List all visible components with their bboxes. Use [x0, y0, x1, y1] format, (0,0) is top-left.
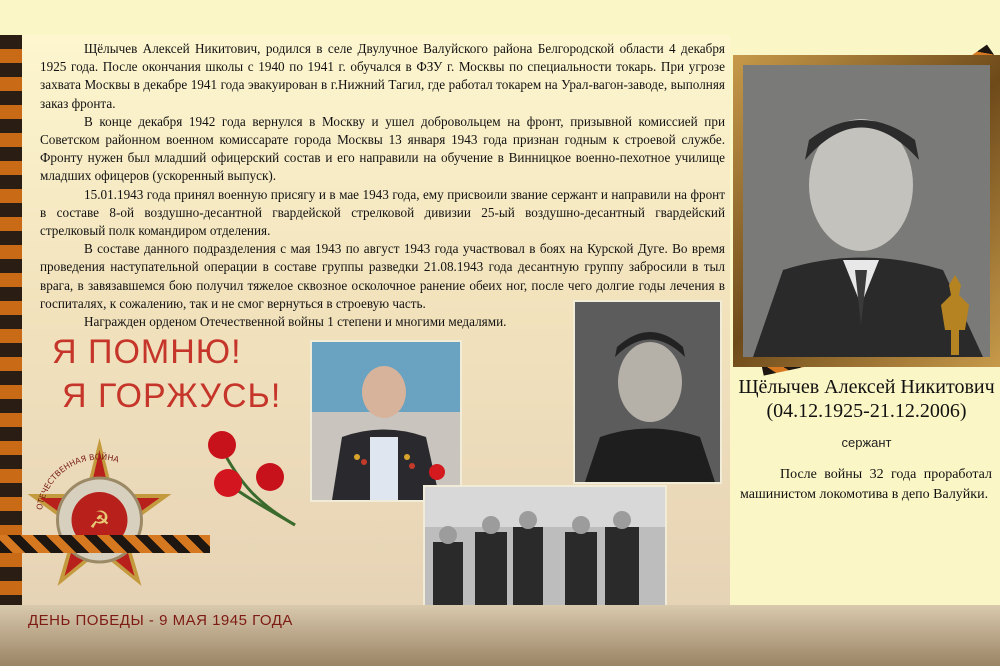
- bio-paragraph-2: В конце декабря 1942 года вернулся в Москву и ушел добровольцем на фронт, призывной комиссией при Советском районном военном комиссарате города Москвы 13 января 1943 года признан годным к строевой службе. Фронту нужен был младший офицерский состав и его направили на обучение в Винницкое военно-пехотное училище младших офицеров (ускоренный выпуск).: [40, 113, 725, 184]
- slogan-line-1: Я ПОМНЮ!: [52, 333, 242, 371]
- person-name: Щёлычев Алексей Никитович: [738, 376, 995, 398]
- slogan-line-2: Я ГОРЖУСЬ!: [62, 377, 282, 415]
- soldier-photo-young: [573, 300, 722, 484]
- person-dates: (04.12.1925-21.12.2006): [766, 400, 967, 422]
- order-of-patriotic-war-icon: [12, 430, 187, 605]
- order-ring-text: ОТЕЧЕСТВЕННАЯ ВОЙНА: [34, 452, 121, 511]
- person-info: [733, 375, 1000, 423]
- svg-text:☭: ☭: [88, 506, 111, 534]
- bio-paragraph-1: Щёлычев Алексей Никитович, родился в селе Двулучное Валуйского района Белгородской области 4 декабря 1925 года. После окончания школы с 1940 по 1941 г. обучался в ФЗУ г. Москвы по специальности токарь. При угрозе захвата Москвы в декабре 1941 года эвакуирован в г.Нижний Тагил, где работал токарем на Урал-вагон-заводе, выполняя заказ фронта.: [40, 41, 725, 111]
- bio-paragraph-4: В составе данного подразделения с мая 1943 по август 1943 года участвовал в боях на Курской Дуге. Во время проведения наступательной операции в составе группы разведки 21.08.1943 года десантную группу забросили в тыл врага, в завязавшемся бою получил тяжелое сквозное осколочное ранение обеих ног, после чего долгие годы лечения в госпиталях, к сожалению, так и не смог вернуться в строевую часть.: [40, 241, 725, 311]
- memorial-statue-icon: [925, 270, 985, 360]
- after-war-info: [740, 465, 992, 505]
- bio-paragraph-5: Награжден орденом Отечественной войны 1 степени и многими медалями.: [84, 314, 507, 330]
- veteran-photo-elderly: [310, 340, 462, 502]
- victory-day-caption: ДЕНЬ ПОБЕДЫ - 9 МАЯ 1945 ГОДА: [28, 612, 293, 629]
- st-george-ribbon-left: [0, 535, 210, 553]
- person-rank: сержант: [841, 435, 892, 450]
- biography-text: [40, 40, 725, 331]
- after-war-text: После войны 32 года проработал машинистом локомотива в депо Валуйки.: [740, 467, 992, 502]
- slogan: [52, 330, 281, 418]
- bio-paragraph-3: 15.01.1943 года принял военную присягу и в мае 1943 года, ему присвоили звание сержант и направили на фронт в составе 8-ой воздушно-десантной гвардейской стрелковой дивизии 25-ый воздушно-десантный гвардейский стрелковый полк командиром отделения.: [40, 186, 725, 239]
- carnations-icon: [200, 425, 310, 535]
